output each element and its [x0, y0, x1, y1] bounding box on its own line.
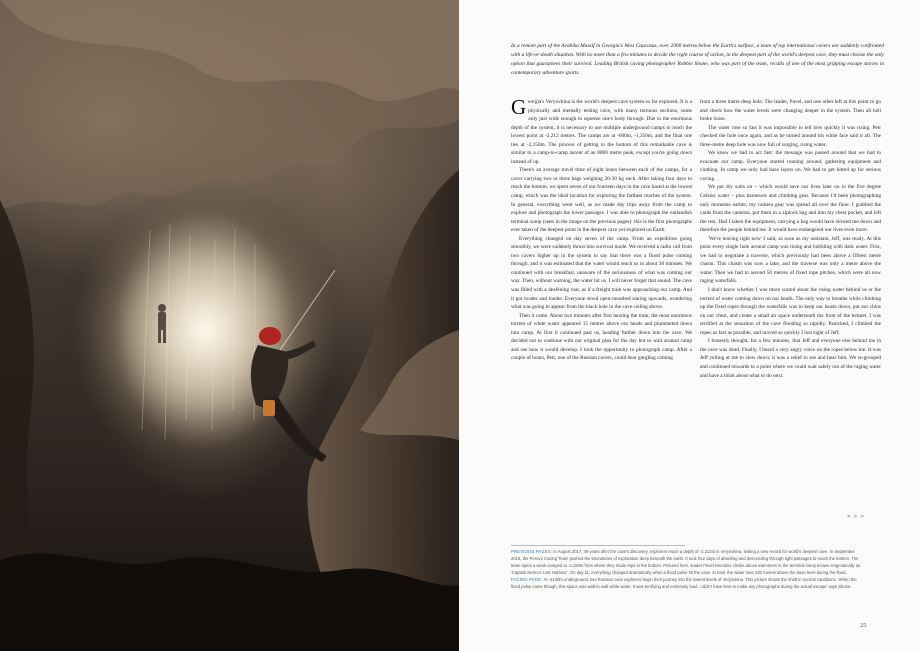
intro-standfirst: In a remote part of the Arabika Massif in Georgia's West Caucasus, over 2000 metres below the Earth's surface, a team of top international cavers are suddenly confronted with a life-or-death situation. With no more than a few minutes to decide the right course of action, in the deepest part of the world's deepest cave, they must choose the only option that guarantees their survival. Leading British caving photographer Robbie Shone, who was part of the team, recalls of one of the most gripping escape stories in contemporary adventure sports. [511, 43, 884, 77]
page-number: 25 [860, 622, 867, 629]
article-paragraph: There's an average travel time of eight hours between each of the camps, for a caver carrying two or three bags weighing 20-30 kg each. After taking four days to reach the bottom, we spent seven of our fourteen days in the cave based at the lowest camp, which was the ideal location for exploring the farthest reaches of the system. In general, everything went well, as we made day trips away from the camp to explore and photograph the lower passages. I was able to photograph the outlandish terminal sump (seen in the image on the previous pages): this is the first photographs ever taken of the deepest point in the deepest cave yet explored on Earth. [511, 167, 692, 234]
article-page [459, 0, 919, 651]
cave-scene [0, 0, 459, 651]
caption-text: In August 2017, 49 years after the cave's discovery, explorers reach a depth of -2,212m in Veryovkina, setting a new record for world's deepest cave. In September 2018, the Perovo Caving Team pushed the boundaries of exploration deep beneath the earth. It took four days of abseiling and descending through tight passages to reach the bottom. The team spent a week camped at -2,150m from where they made trips to the bottom. Pictured here, leader Pavel Demidov climbs above swimmers in the terminal sump known enigmatically as 'Captain Nemo's Lost Harbour'. On day 11, everything changed dramatically when a flood pulse hit the cave. In total, the water rose 130 metres above the base level during the flood. [511, 549, 861, 576]
continue-marker: > > > [847, 514, 865, 520]
article-paragraph: Everything changed on day seven of the camp. From an expedition going smoothly, we were suddenly thrust into survival mode. We received a radio call from two cavers higher up in the system to say that there was a flood pulse coming through, and it was estimated that the water would reach us in about 30 minutes. We continued with our breakfast, unaware of the seriousness of what was coming our way. Then, without warning, the water hit us. I will never forget that sound. The cave was filled with a deafening roar, as if a freight train was approaching our camp. And it got louder and louder. Everyone stood open-mouthed staring upwards, wondering what was going to appear from the black hole in the cave ceiling above. [511, 235, 692, 311]
caption-previous-pages [511, 548, 866, 576]
article-paragraph: We put dry suits on – which would save our lives later on in the five degree Celsius water – plus harnesses and climbing gear. Because I'd been photographing only moments earlier, my camera gear was spread all over the floor. I grabbed the cards from the cameras, put them in a ziplock bag and into my chest pocket, and left the rest. Had I taken the equipment, carrying a bag would have slowed me down and therefore the people behind me. It would have endangered our lives even more. [700, 184, 881, 234]
article-paragraph: Then it came. About two minutes after first hearing the train, the most enormous torrent of white water appeared 15 metres above our heads and plummeted down into camp. At first it continued past us, heading further down into the cave. We decided not to continue with our original plan for the day but to wait around camp and see how it would develop. I took the opportunity to photograph camp. After a couple of hours, Petr, one of the Russian cavers, could hear gurgling coming [511, 312, 692, 362]
article-paragraph: I honestly thought, for a few minutes, that Jeff and everyone else behind me in the cave was dead. Finally, I heard a very angry voice on the ropes below me. It was Jeff yelling at me to slow down; it was a relief to see and hear him. We re-grouped and continued onwards to a point where we could wait safely out of the raging water and have a think about what to do next. [700, 338, 881, 379]
cave-photograph [0, 0, 459, 651]
caption-label: PREVIOUS PAGES: [511, 549, 553, 554]
article-column-left [511, 95, 692, 363]
drop-cap: G [511, 95, 527, 119]
caption-facing-page [511, 576, 866, 590]
article-paragraph: 'We're leaving right now' I said, as soon as my assistant, Jeff, was ready. At this point every single hole around camp was rising and bubbling with dark water. First, we had to negotiate a traverse, which previously had been above a fifteen metre chasm. This chasm was now a lake, and the traverse was only a metre above the water. Then we had to ascend 50 metres of fixed rope pitches, which were all now raging waterfalls. [700, 235, 881, 285]
article-column-right [700, 98, 881, 380]
article-paragraph: The water rose so fast it was impossible to tell how quickly it was rising. Petr checked the hole once again, and as he turned around his white face said it all. The three-metre deep hole was now full of surging, rising water. [700, 124, 881, 148]
photo-captions [511, 548, 866, 591]
article-paragraph: I don't know whether I was more scared about the rising water behind us or the torrent of water coming down on our heads. The only way to breathe while climbing up the fixed ropes through the waterfalls was to keep our heads down, put our chins on our chest, and create a small air space underneath the front of the helmet. I was terrified at the sensation of the cave flooding so rapidly. Panicked, I climbed the ropes as fast as possible, and moved so quickly I lost sight of Jeff. [700, 287, 881, 336]
article-paragraph: Georgia's Veryovkina is the world's deepest cave system so far explored. It is a physically and mentally testing cave, with many tortuous sections, some only just wide enough to squeeze one's body through. Due to the enormous depth of the system, it is necessary to use multiple underground camps to reach the lowest point at -2,212 metres. The camps are at -600m, -1,350m, and the final one lies at -2,150m. The process of getting to the bottom of this remarkable cave is similar to a camp-to-camp ascent of an 8000 metre peak, except you're going down instead of up. [511, 95, 692, 165]
article-paragraph: from a three metre deep hole. The leader, Pavel, and one other left at this point to go and check how the water levels were changing deeper in the system. Then all hell broke loose. [700, 99, 881, 123]
caption-divider [511, 545, 685, 546]
article-paragraph: We knew we had to act fast: the message was passed around that we had to evacuate our camp. Everyone started running around, gathering equipment and clothing. In camp we only had base layers on. We had to get kitted up for serious caving. [700, 150, 881, 182]
caption-text: At -2100m underground, two Russian cave explorers begin their journey into the lowest levels of Veryovkina. This picture shows the shaft in normal conditions. 'When the flood pulse came though, this space was wall-to-wall white water. It was terrifying and extremely loud. I didn't have time to make any photographs during the actual escape' says Shone. [511, 577, 857, 590]
caption-label: FACING PAGE: [511, 577, 543, 583]
